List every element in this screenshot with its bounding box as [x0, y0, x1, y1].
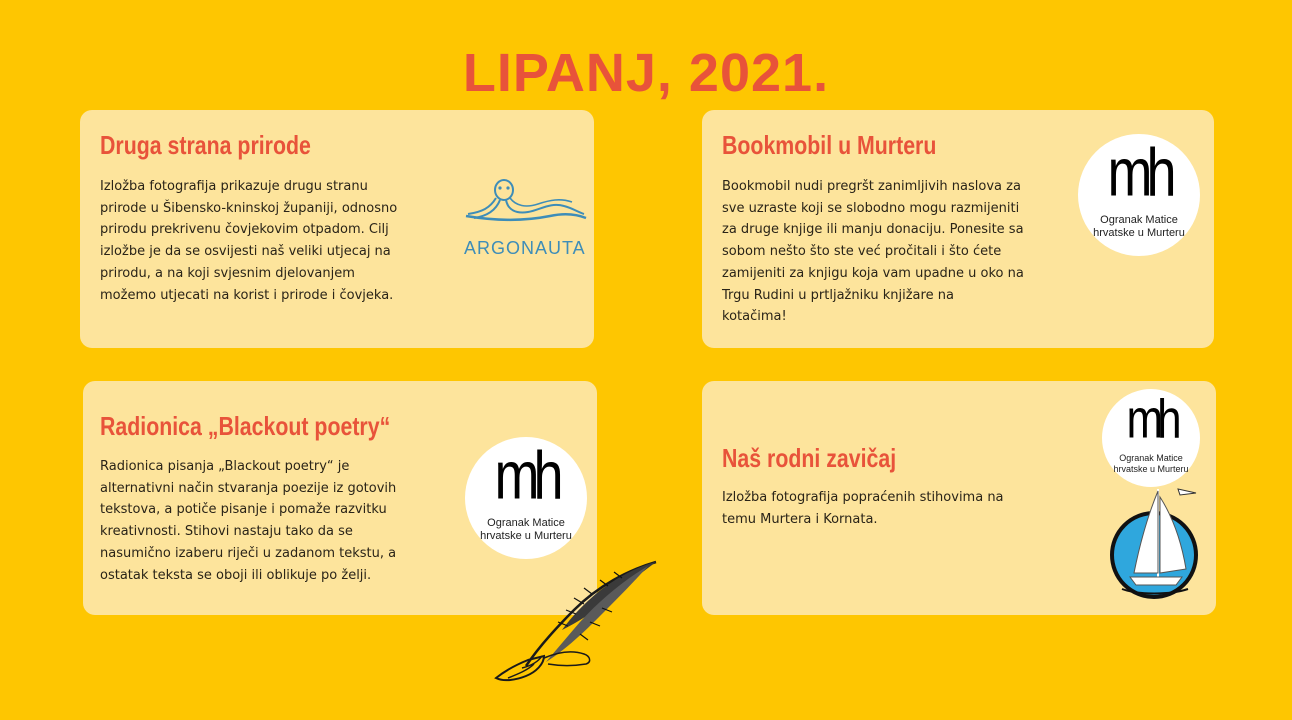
sailboat-logo-icon: [1108, 485, 1204, 603]
octopus-logo-icon: [460, 172, 590, 232]
event-title: Naš rodni zavičaj: [722, 443, 897, 473]
event-title: Druga strana prirode: [100, 130, 311, 160]
event-title: Bookmobil u Murteru: [722, 130, 937, 160]
mh-logo-icon: mh Ogranak Matice hrvatske u Murteru: [1102, 389, 1200, 487]
event-description: Izložba fotografija prikazuje drugu stranu prirode u Šibensko-kninskoj županiji, odnosno prirodu prekrivenu čovjekovim otpadom. Cilj izložbe je da se osvijesti naš veliki utjecaj na prirodu, a na koji svjesnim djelovanjem možemo utjecati na korist i prirode i čovjeka.: [100, 179, 398, 303]
argonauta-logo-text: ARGONAUTA: [464, 238, 586, 258]
event-card-bookmobil: [702, 110, 1214, 348]
mh-logo-icon: mh Ogranak Matice hrvatske u Murteru: [465, 437, 587, 559]
event-description: Izložba fotografija popraćenih stihovima na temu Murtera i Kornata.: [722, 490, 1004, 527]
argonauta-logo: [460, 172, 590, 272]
page-title: LIPANJ, 2021.: [462, 43, 830, 103]
event-description: Radionica pisanja „Blackout poetry“ je alternativni način stvaranja poezije iz gotovih tekstova, a potiče pisanje i pomaže razvitku kreativnosti. Stihovi nastaju tako da se nasumično izaberu riječi u zadanom tekstu, a ostatak teksta se oboji ili oblikuje po želji.: [100, 459, 397, 583]
mh-logo-icon: mh Ogranak Matice hrvatske u Murteru: [1078, 134, 1200, 256]
quill-pen-icon: [488, 556, 668, 688]
event-description: Bookmobil nudi pregršt zanimljivih naslova za sve uzraste koji se slobodno mogu razmijeniti za druge knjige ili manju donaciju. Ponesite sa sobom nešto što ste već pročitali i što ćete zamijeniti za knjigu koja vam upadne u oko na Trgu Rudini u prtljažniku knjižare na kotačima!: [722, 179, 1024, 325]
event-title: Radionica „Blackout poetry“: [100, 411, 391, 441]
event-card-rodni-zavicaj: [702, 381, 1216, 615]
event-card-druga-strana: [80, 110, 594, 348]
